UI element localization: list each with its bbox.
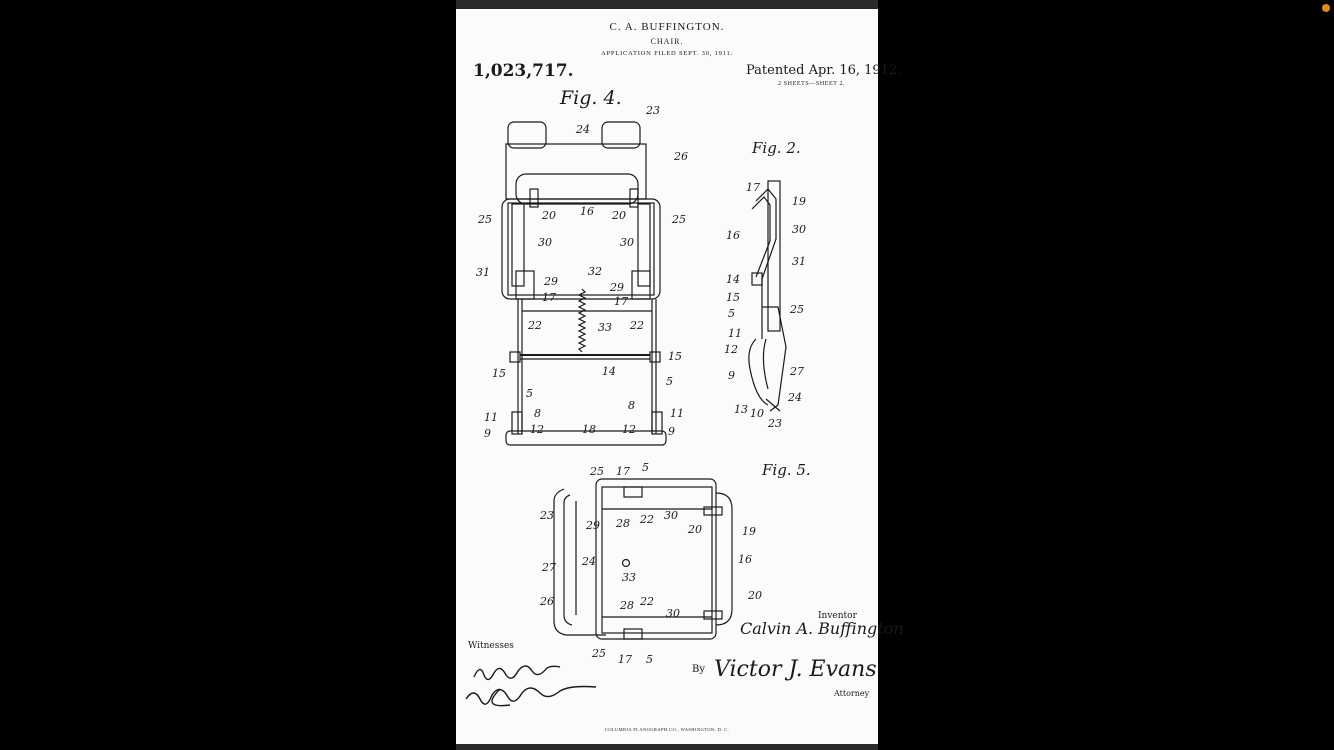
by-label: By xyxy=(692,664,705,675)
ref-numeral: 9 xyxy=(728,369,735,382)
ref-numeral: 25 xyxy=(478,213,492,226)
attorney-signature: Victor J. Evans xyxy=(714,657,877,682)
ref-numeral: 26 xyxy=(674,150,688,163)
ref-numeral: 31 xyxy=(792,255,806,268)
ref-numeral: 13 xyxy=(734,403,748,416)
ref-numeral: 16 xyxy=(738,553,752,566)
ref-numeral: 20 xyxy=(748,589,762,602)
ref-numeral: 20 xyxy=(688,523,702,536)
ref-numeral: 24 xyxy=(576,123,590,136)
ref-numeral: 23 xyxy=(540,509,554,522)
figure-2-drawing xyxy=(749,181,786,411)
ref-numeral: 5 xyxy=(526,387,533,400)
ref-numeral: 17 xyxy=(746,181,760,194)
printer-credit: COLUMBIA PLANOGRAPH CO., WASHINGTON, D. C. xyxy=(604,727,730,732)
ref-numeral: 15 xyxy=(726,291,740,304)
inventor-name-heading: C. A. BUFFINGTON. xyxy=(609,21,725,33)
ref-numeral: 25 xyxy=(590,465,604,478)
ref-numeral: 22 xyxy=(630,319,644,332)
ref-numeral: 14 xyxy=(602,365,616,378)
status-indicator-dot xyxy=(1322,4,1330,12)
ref-numeral: 24 xyxy=(788,391,802,404)
ref-numeral: 22 xyxy=(640,513,654,526)
ref-numeral: 5 xyxy=(642,461,649,474)
ref-numeral: 25 xyxy=(790,303,804,316)
ref-numeral: 23 xyxy=(646,104,660,117)
ref-numeral: 5 xyxy=(728,307,735,320)
ref-numeral: 22 xyxy=(640,595,654,608)
ref-numeral: 15 xyxy=(668,350,682,363)
inventor-label: Inventor xyxy=(818,611,857,621)
ref-numeral: 26 xyxy=(540,595,554,608)
ref-numeral: 9 xyxy=(668,425,675,438)
inventor-signature: Calvin A. Buffington xyxy=(740,619,904,638)
patent-number: 1,023,717. xyxy=(473,61,574,81)
ref-numeral: 25 xyxy=(592,647,606,660)
ref-numeral: 14 xyxy=(726,273,740,286)
viewer-bottom-bar xyxy=(456,744,878,750)
ref-numeral: 12 xyxy=(530,423,544,436)
witness-signatures xyxy=(466,666,596,706)
ref-numeral: 28 xyxy=(616,517,630,530)
ref-numeral: 33 xyxy=(622,571,636,584)
ref-numeral: 8 xyxy=(534,407,541,420)
ref-numeral: 22 xyxy=(528,319,542,332)
ref-numeral: 33 xyxy=(598,321,612,334)
ref-numeral: 5 xyxy=(646,653,653,666)
ref-numeral: 30 xyxy=(792,223,806,236)
ref-numeral: 10 xyxy=(750,407,764,420)
ref-numeral: 17 xyxy=(542,291,556,304)
ref-numeral: 20 xyxy=(612,209,626,222)
ref-numeral: 30 xyxy=(664,509,678,522)
ref-numeral: 25 xyxy=(672,213,686,226)
ref-numeral: 29 xyxy=(544,275,558,288)
ref-numeral: 24 xyxy=(582,555,596,568)
ref-numeral: 19 xyxy=(742,525,756,538)
ref-numeral: 17 xyxy=(614,295,628,308)
figure-5-drawing xyxy=(554,479,732,639)
figure-4-label: Fig. 4. xyxy=(560,87,622,109)
ref-numeral: 11 xyxy=(670,407,684,420)
ref-numeral: 18 xyxy=(582,423,596,436)
ref-numeral: 5 xyxy=(666,375,673,388)
ref-numeral: 9 xyxy=(484,427,491,440)
ref-numeral: 30 xyxy=(538,236,552,249)
ref-numeral: 30 xyxy=(666,607,680,620)
ref-numeral: 29 xyxy=(610,281,624,294)
ref-numeral: 16 xyxy=(580,205,594,218)
figure-5-label: Fig. 5. xyxy=(762,461,811,479)
ref-numeral: 15 xyxy=(492,367,506,380)
ref-numeral: 28 xyxy=(620,599,634,612)
ref-numeral: 23 xyxy=(768,417,782,430)
ref-numeral: 16 xyxy=(726,229,740,242)
ref-numeral: 27 xyxy=(790,365,804,378)
attorney-label: Attorney xyxy=(834,689,870,698)
patent-document-page xyxy=(456,9,904,744)
ref-numeral: 20 xyxy=(542,209,556,222)
viewer-top-bar xyxy=(456,0,878,9)
ref-numeral: 30 xyxy=(620,236,634,249)
ref-numeral: 17 xyxy=(618,653,632,666)
ref-numeral: 17 xyxy=(616,465,630,478)
ref-numeral: 11 xyxy=(728,327,742,340)
ref-numeral: 31 xyxy=(476,266,490,279)
patented-date: Patented Apr. 16, 1912. xyxy=(746,63,902,78)
ref-numeral: 32 xyxy=(588,265,602,278)
application-filed-line: APPLICATION FILED SEPT. 30, 1911. xyxy=(600,50,734,57)
figure-2-label: Fig. 2. xyxy=(752,139,801,157)
ref-numeral: 19 xyxy=(792,195,806,208)
witnesses-label: Witnesses xyxy=(468,641,514,651)
invention-title: CHAIR. xyxy=(650,37,684,46)
ref-numeral: 12 xyxy=(622,423,636,436)
ref-numeral: 29 xyxy=(586,519,600,532)
sheet-count: 2 SHEETS—SHEET 2. xyxy=(778,81,846,87)
ref-numeral: 11 xyxy=(484,411,498,424)
ref-numeral: 27 xyxy=(542,561,556,574)
ref-numeral: 12 xyxy=(724,343,738,356)
ref-numeral: 8 xyxy=(628,399,635,412)
